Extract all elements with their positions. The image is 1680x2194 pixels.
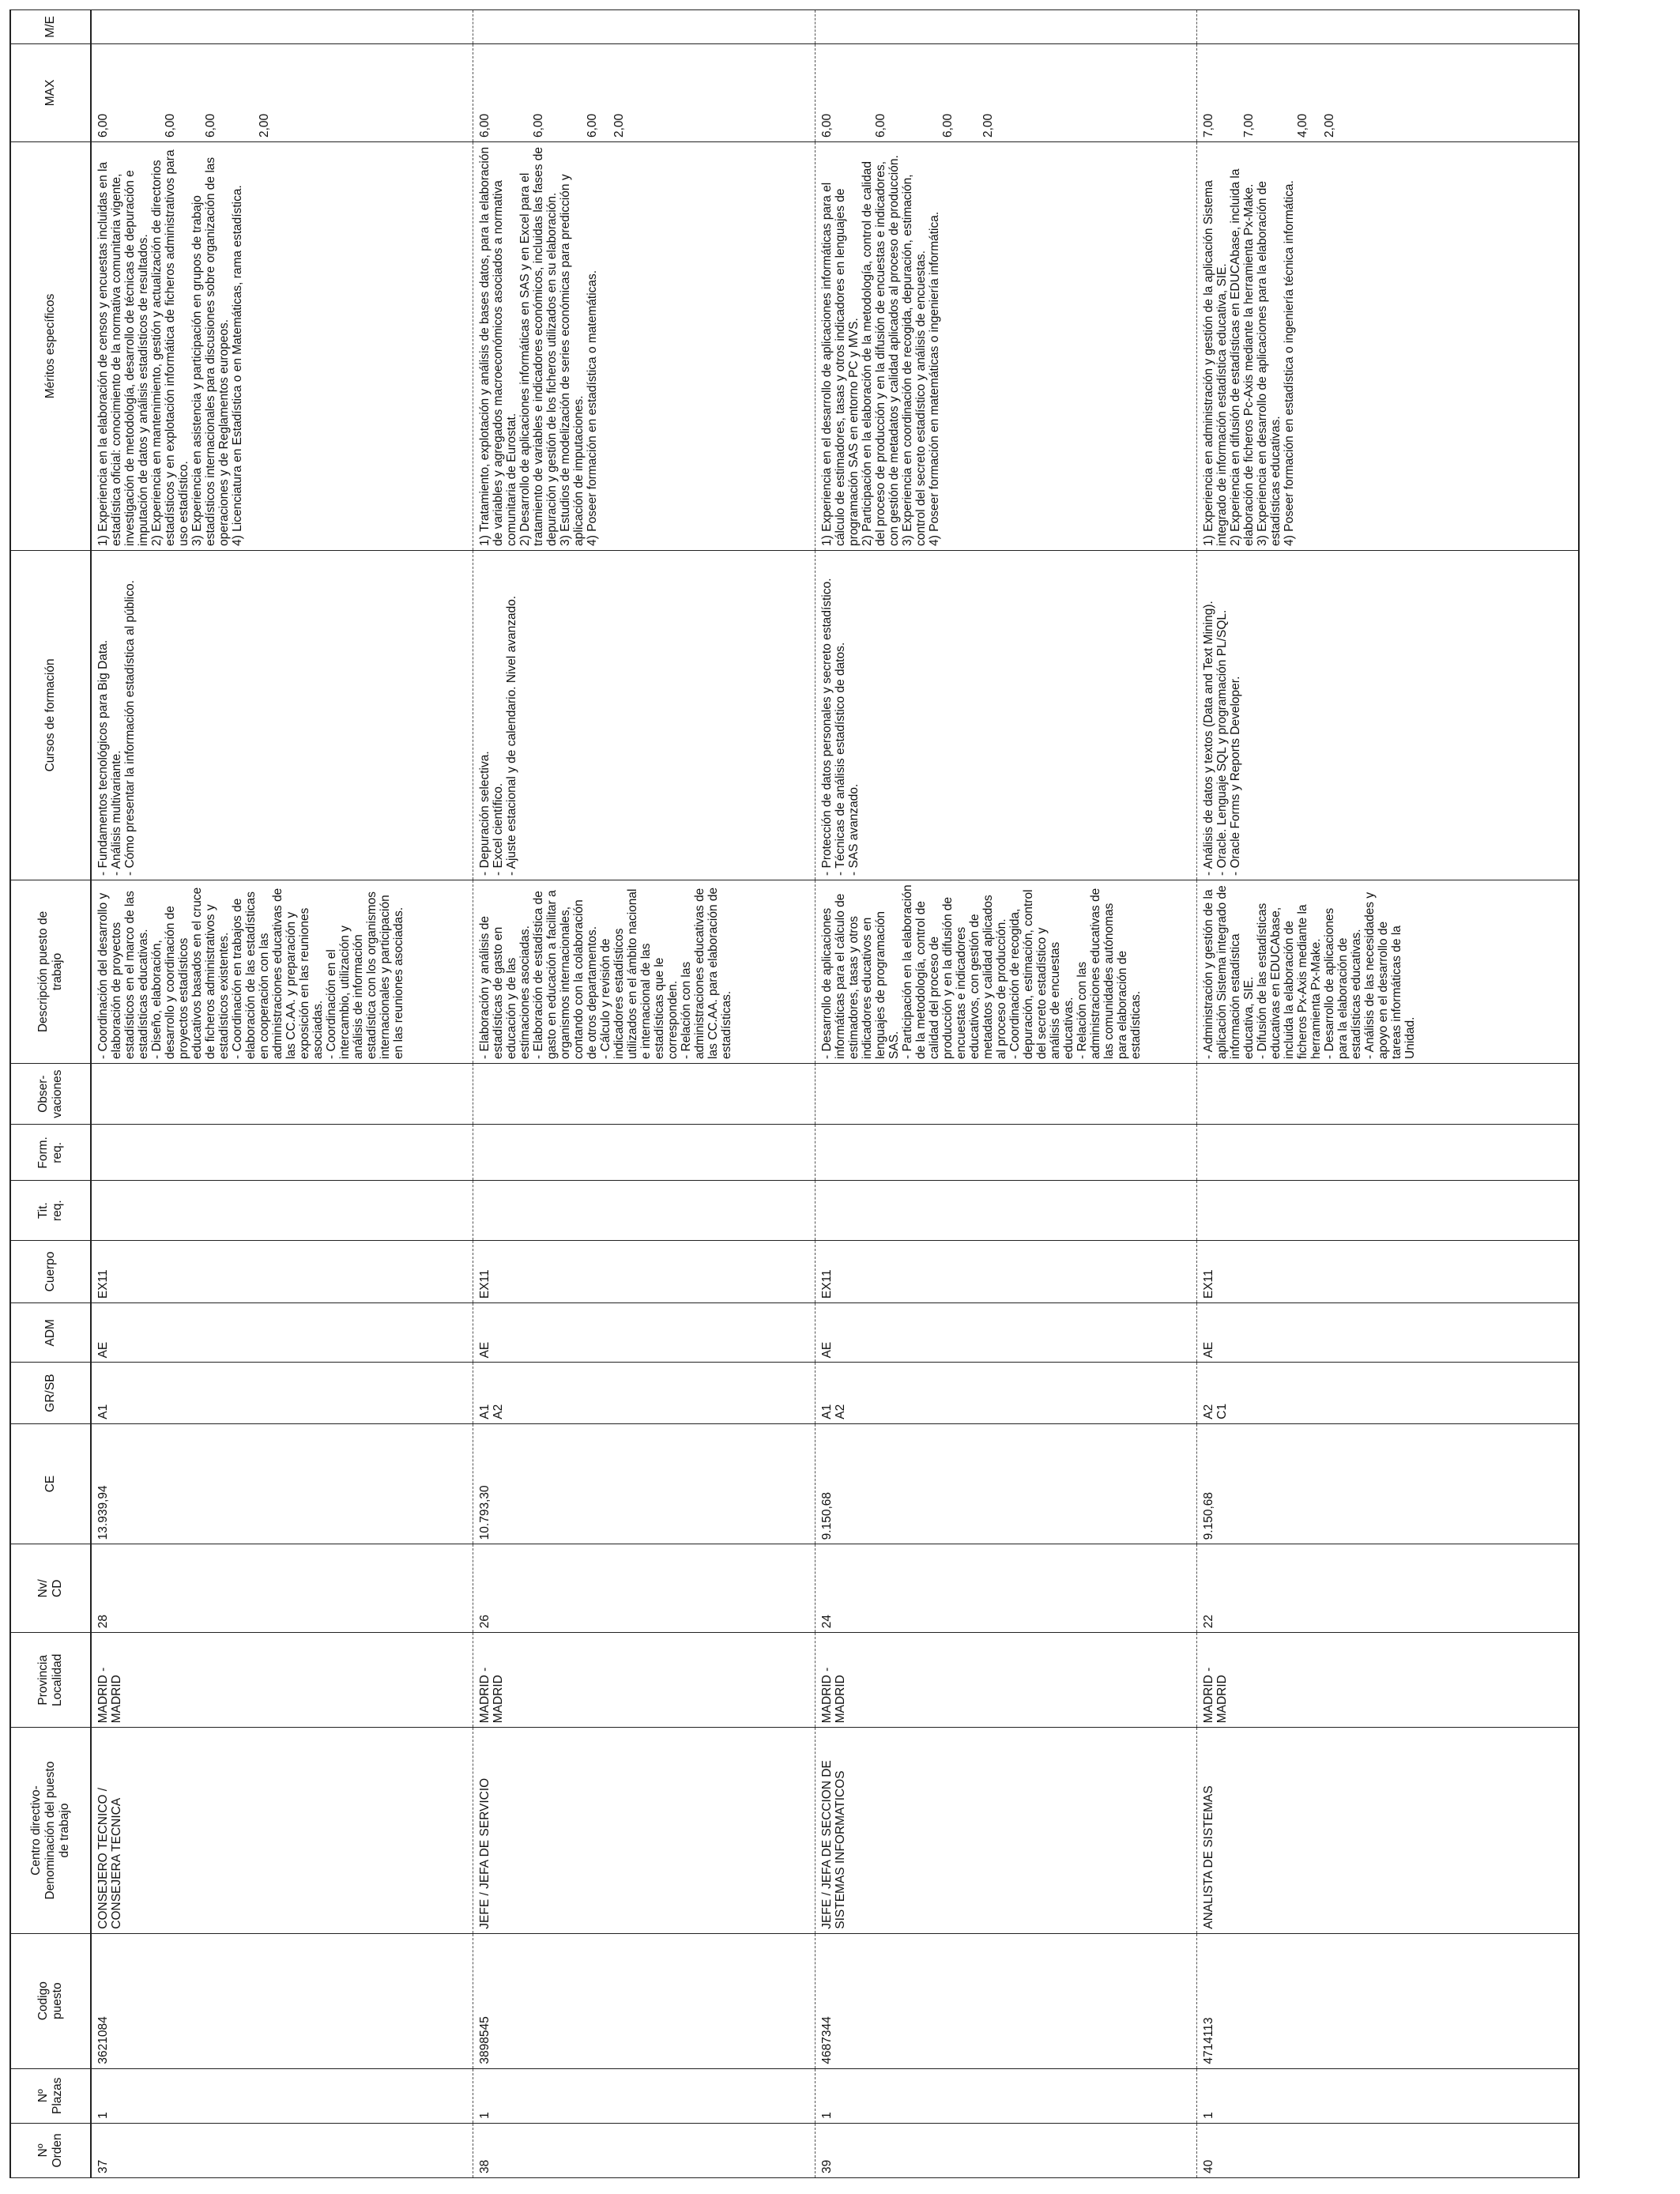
header-plazas: Nº Plazas xyxy=(10,2068,91,2123)
cell-cursos: - Fundamentos tecnológicos para Big Data. - Análisis multivariante. - Cómo presentar la información estadística al público. xyxy=(91,550,473,880)
cell-titulo xyxy=(91,1181,473,1240)
cell-centro: JEFE / JEFA DE SERVICIO xyxy=(473,1728,816,1933)
cell-plazas: 1 xyxy=(473,2068,816,2123)
cell-grupo: A2 C1 xyxy=(1197,1363,1580,1423)
cell-meritos: 1) Experiencia en el desarrollo de aplicaciones informáticas para el cálculo de estimadores, tasas y otros indicadores en lenguajes de programación SAS en entorno PC y MVS. 2) Participación en la elaboración de la metodología, control de calidad del proceso de producción y en la difusión de encuestas e indicadores, con gestión de metadatos y calidad aplicados al proceso de producción. 3) Experiencia en coordinación de recogida, depuración, estimación, control del secreto estadístico y análisis de encuestas. 4) Poseer formación en matemáticas o ingeniería informática. xyxy=(816,142,1197,551)
header-max: MAX xyxy=(10,43,91,141)
cell-observaciones xyxy=(91,1063,473,1124)
cell-meritos: 1) Experiencia en administración y gestión de la aplicación Sistema integrado de información estadística educativa, SIE. 2) Experiencia en difusión de estadísticas en EDUCAbase, incluida la elaboración de ficheros Pc-Axis mediante la herramienta Px-Make. 3) Experiencia en desarrollo de aplicaciones para la elaboración de estadísticas educativas. 4) Poseer formación en estadística o ingeniería técnica informática. xyxy=(1197,142,1580,551)
header-ce: CE xyxy=(10,1423,91,1544)
header-codigo: Codigo puesto xyxy=(10,1933,91,2068)
cell-centro: JEFE / JEFA DE SECCION DE SISTEMAS INFORMATICOS xyxy=(816,1728,1197,1933)
cell-me xyxy=(1197,10,1580,44)
table-row xyxy=(816,10,1197,2178)
cell-descripcion: - Elaboración y análisis de estadísticas de gasto en educación y de las estimaciones asociadas. - Elaboración de estadística de gasto en educación a facilitar a organismos internacionales, contando con la colaboración de otros departamentos. - Cálculo y revisión de indicadores estadísticos utilizados en el ámbito nacional e internacional de las estadísticas que le corresponden. - Relación con las administraciones educativas de las CC.AA. para elaboración de estadísticas. xyxy=(473,880,816,1063)
cell-cuerpo: EX11 xyxy=(91,1240,473,1302)
table-row xyxy=(1197,10,1580,2178)
cell-max: 7,00 7,00 4,00 2,00 xyxy=(1197,43,1580,141)
cell-adm: AE xyxy=(473,1303,816,1363)
cell-formacion-req xyxy=(91,1125,473,1181)
cell-plazas: 1 xyxy=(1197,2068,1580,2123)
cell-formacion-req xyxy=(1197,1125,1580,1181)
header-cuerpo: Cuerpo xyxy=(10,1240,91,1302)
cell-observaciones xyxy=(1197,1063,1580,1124)
cell-cursos: - Depuración selectiva. - Excel científico. - Ajuste estacional y de calendario. Nivel avanzado. xyxy=(473,550,816,880)
cell-nivel: 26 xyxy=(473,1544,816,1633)
cell-adm: AE xyxy=(91,1303,473,1363)
cell-cuerpo: EX11 xyxy=(816,1240,1197,1302)
cell-max: 6,00 6,00 6,00 2,00 xyxy=(473,43,816,141)
cell-adm: AE xyxy=(816,1303,1197,1363)
cell-plazas: 1 xyxy=(816,2068,1197,2123)
cell-cuerpo: EX11 xyxy=(1197,1240,1580,1302)
table-row xyxy=(473,10,816,2178)
cell-orden: 40 xyxy=(1197,2123,1580,2177)
cell-me xyxy=(91,10,473,44)
cell-max: 6,00 6,00 6,00 2,00 xyxy=(816,43,1197,141)
cell-titulo xyxy=(816,1181,1197,1240)
cell-formacion-req xyxy=(816,1125,1197,1181)
cell-ce: 13.939,94 xyxy=(91,1423,473,1544)
cell-grupo: A1 A2 xyxy=(473,1363,816,1423)
cell-titulo xyxy=(1197,1181,1580,1240)
cell-provincia: MADRID - MADRID xyxy=(473,1633,816,1728)
table-row xyxy=(91,10,473,2178)
cell-grupo: A1 A2 xyxy=(816,1363,1197,1423)
header-nivel: Nv/ CD xyxy=(10,1544,91,1633)
header-adm: ADM xyxy=(10,1303,91,1363)
cell-codigo: 4687344 xyxy=(816,1933,1197,2068)
header-descripcion: Descripción puesto de trabajo xyxy=(10,880,91,1063)
cell-meritos: 1) Experiencia en la elaboración de censos y encuestas incluidas en la estadística oficial: conocimiento de la normativa comunitaria vigente, investigación de metodología, desarrollo de técnicas de depuración e imputación de datos y análisis estadísticos de resultados. 2) Experiencia en mantenimiento, gestión y actualización de directorios estadísticos y en explotación informática de ficheros administrativos para uso estadístico. 3) Experiencia en asistencia y participación en grupos de trabajo estadísticos internacionales para discusiones sobre organización de las operaciones y de Reglamentos europeos. 4) Licenciatura en Estadística o en Matemáticas, rama estadística. xyxy=(91,142,473,551)
cell-orden: 39 xyxy=(816,2123,1197,2177)
job-positions-table xyxy=(9,9,1580,2178)
cell-ce: 9.150,68 xyxy=(1197,1423,1580,1544)
cell-cursos: - Análisis de datos y textos (Data and Text Mining). - Oracle. Lenguaje SQL y programación PL/SQL. - Oracle Forms y Reports Developer. xyxy=(1197,550,1580,880)
cell-ce: 10.793,30 xyxy=(473,1423,816,1544)
cell-provincia: MADRID - MADRID xyxy=(91,1633,473,1728)
cell-descripcion: - Administración y gestión de la aplicación Sistema integrado de información estadística educativa, SIE. - Difusión de las estadísticas educativas en EDUCAbase, incluida la elaboración de ficheros Px-Axis mediante la herramienta Px-Make. - Desarrollo de aplicaciones para la elaboración de estadísticas educativas. - Análisis de las necesidades y apoyo en el desarrollo de tareas informáticas de la Unidad. xyxy=(1197,880,1580,1063)
header-centro: Centro directivo- Denominación del puesto de trabajo xyxy=(10,1728,91,1933)
cell-max: 6,00 6,00 6,00 2,00 xyxy=(91,43,473,141)
cell-provincia: MADRID - MADRID xyxy=(1197,1633,1580,1728)
cell-centro: CONSEJERO TECNICO / CONSEJERA TECNICA xyxy=(91,1728,473,1933)
header-orden: Nº Orden xyxy=(10,2123,91,2177)
header-cursos: Cursos de formación xyxy=(10,550,91,880)
cell-nivel: 28 xyxy=(91,1544,473,1633)
header-titulo: Tit. req. xyxy=(10,1181,91,1240)
header-me: M/E xyxy=(10,10,91,44)
cell-me xyxy=(473,10,816,44)
cell-meritos: 1) Tratamiento, explotación y análisis de bases datos, para la elaboración de variables y agregados macroeconómicos asociados a normativa comunitaria de Eurostat. 2) Desarrollo de aplicaciones informáticas en SAS y en Excel para el tratamiento de variables e indicadores económicos, incluidas las fases de depuración y gestión de los ficheros utilizados en su elaboración. 3) Estudios de modelización de series económicas para predicción y aplicación de imputaciones. 4) Poseer formación en estadística o matemáticas. xyxy=(473,142,816,551)
cell-centro: ANALISTA DE SISTEMAS xyxy=(1197,1728,1580,1933)
cell-provincia: MADRID - MADRID xyxy=(816,1633,1197,1728)
header-grupo: GR/SB xyxy=(10,1363,91,1423)
cell-orden: 37 xyxy=(91,2123,473,2177)
cell-cursos: - Protección de datos personales y secreto estadístico. - Técnicas de análisis estadístico de datos. - SAS avanzado. xyxy=(816,550,1197,880)
cell-plazas: 1 xyxy=(91,2068,473,2123)
cell-nivel: 22 xyxy=(1197,1544,1580,1633)
cell-adm: AE xyxy=(1197,1303,1580,1363)
header-row xyxy=(10,10,91,2178)
cell-grupo: A1 xyxy=(91,1363,473,1423)
cell-titulo xyxy=(473,1181,816,1240)
cell-descripcion: - Coordinación del desarrollo y elaboración de proyectos estadísticos en el marco de las estadísticas educativas. - Diseño, elaboración, desarrollo y coordinación de proyectos estadísticos educativos basados en el cruce de ficheros administrativos y estadísticos existentes. - Coordinación en trabajos de elaboración de las estadísticas en cooperación con las administraciones educativas de las CC.AA. y preparación y exposición en las reuniones asociadas. - Coordinación en el intercambio, utilización y análisis de información estadística con los organismos internacionales y participación en las reuniones asociadas. xyxy=(91,880,473,1063)
cell-orden: 38 xyxy=(473,2123,816,2177)
cell-descripcion: - Desarrollo de aplicaciones informáticas para el cálculo de estimadores, tasas y otros indicadores educativos en lenguajes de programación SAS. - Participación en la elaboración de la metodología, control de calidad del proceso de producción y en la difusión de encuestas e indicadores educativos, con gestión de metadatos y calidad aplicados al proceso de producción. - Coordinación de recogida, depuración, estimación, control del secreto estadístico y análisis de encuestas educativas. - Relación con las administraciones educativas de las comunidades autónomas para elaboración de estadísticas. xyxy=(816,880,1197,1063)
cell-nivel: 24 xyxy=(816,1544,1197,1633)
cell-observaciones xyxy=(816,1063,1197,1124)
header-formacion-req: Form. req. xyxy=(10,1125,91,1181)
cell-codigo: 3621084 xyxy=(91,1933,473,2068)
cell-ce: 9.150,68 xyxy=(816,1423,1197,1544)
cell-codigo: 4714113 xyxy=(1197,1933,1580,2068)
cell-observaciones xyxy=(473,1063,816,1124)
header-meritos: Méritos específicos xyxy=(10,142,91,551)
cell-formacion-req xyxy=(473,1125,816,1181)
cell-codigo: 3898545 xyxy=(473,1933,816,2068)
cell-cuerpo: EX11 xyxy=(473,1240,816,1302)
cell-me xyxy=(816,10,1197,44)
header-provincia: Provincia Localidad xyxy=(10,1633,91,1728)
header-observaciones: Obser- vaciones xyxy=(10,1063,91,1124)
